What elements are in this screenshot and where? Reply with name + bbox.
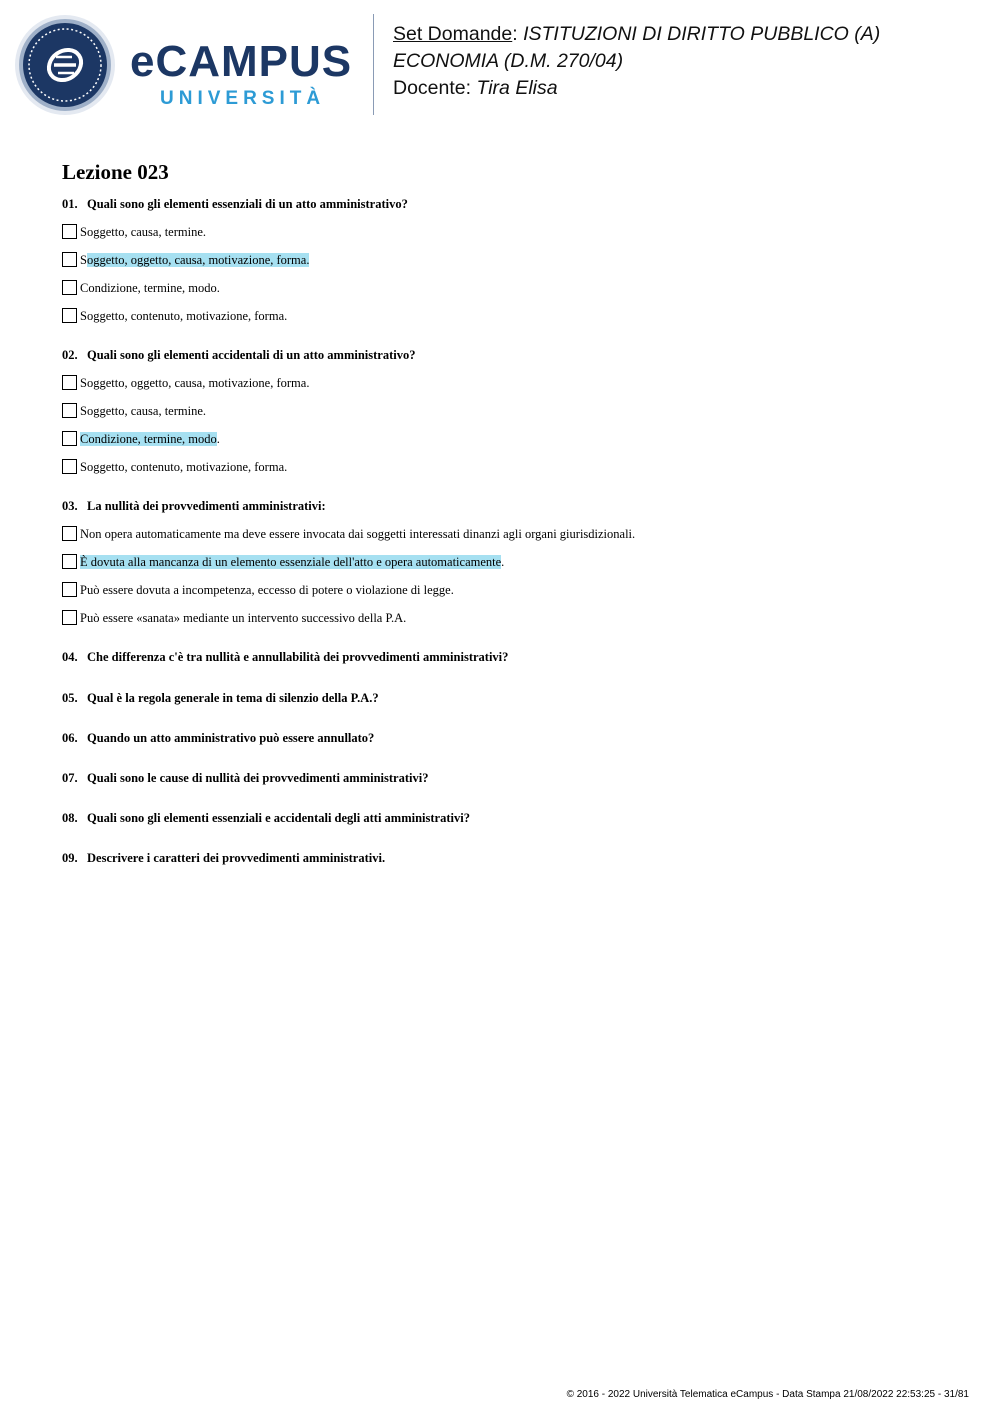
- option-text: Non opera automaticamente ma deve essere invocata dai soggetti interessati dinanzi agli organi giurisdizionali.: [80, 527, 636, 541]
- option-item[interactable]: [62, 431, 220, 447]
- option-text: Condizione, termine, modo.: [80, 281, 220, 295]
- question-number: 06.: [62, 731, 78, 745]
- question-text: Descrivere i caratteri dei provvedimenti amministrativi.: [87, 851, 386, 865]
- option-item[interactable]: [62, 252, 309, 268]
- lesson-title: Lezione 023: [62, 160, 169, 184]
- question-02: [62, 348, 415, 363]
- question-text: Qual è la regola generale in tema di silenzio della P.A.?: [87, 691, 379, 705]
- checkbox[interactable]: [62, 554, 77, 569]
- question-06: [62, 731, 374, 746]
- option-text: Soggetto, oggetto, causa, motivazione, forma.: [80, 376, 310, 390]
- checkbox[interactable]: [62, 375, 77, 390]
- option-text: .: [501, 555, 505, 569]
- question-text: Che differenza c'è tra nullità e annullabilità dei provvedimenti amministrativi?: [87, 650, 509, 664]
- option-text: S: [80, 253, 87, 267]
- course-title: ISTITUZIONI DI DIRITTO PUBBLICO (A): [523, 23, 881, 45]
- option-item[interactable]: [62, 554, 504, 570]
- option-item[interactable]: [62, 459, 287, 475]
- teacher-line: Docente: Tira Elisa: [393, 77, 558, 99]
- option-item[interactable]: [62, 403, 206, 419]
- set-line: Set Domande: ISTITUZIONI DI DIRITTO PUBBLICO (A): [393, 23, 881, 45]
- question-number: 07.: [62, 771, 78, 785]
- option-text: Soggetto, causa, termine.: [80, 225, 207, 239]
- question-07: [62, 771, 428, 786]
- checkbox[interactable]: [62, 582, 77, 597]
- option-highlighted-text: È dovuta alla mancanza di un elemento essenziale dell'atto e opera automaticamente: [80, 555, 502, 569]
- set-label: Set Domande: [393, 23, 513, 45]
- question-05: [62, 691, 379, 706]
- question-01: [62, 197, 408, 212]
- option-item[interactable]: [62, 610, 406, 626]
- question-number: 01.: [62, 197, 78, 211]
- checkbox[interactable]: [62, 280, 77, 295]
- option-text: .: [216, 432, 220, 446]
- page-footer: © 2016 - 2022 Università Telematica eCampus - Data Stampa 21/08/2022 22:53:25 - 31/81: [566, 1389, 969, 1400]
- checkbox[interactable]: [62, 431, 77, 446]
- question-text: Quali sono le cause di nullità dei provvedimenti amministrativi?: [87, 771, 429, 785]
- question-number: 04.: [62, 650, 78, 664]
- option-highlighted-text: Condizione, termine, modo: [80, 432, 217, 446]
- checkbox[interactable]: [62, 459, 77, 474]
- logo-ecampus-text: eCAMPUS: [130, 37, 353, 86]
- course-subtitle: ECONOMIA (D.M. 270/04): [393, 50, 624, 72]
- question-number: 03.: [62, 499, 78, 513]
- option-highlighted-text: oggetto, oggetto, causa, motivazione, forma.: [86, 253, 310, 267]
- option-text: Soggetto, causa, termine.: [80, 404, 207, 418]
- option-text: Può essere «sanata» mediante un intervento successivo della P.A.: [80, 611, 407, 625]
- option-item[interactable]: [62, 582, 454, 598]
- checkbox[interactable]: [62, 252, 77, 267]
- option-item[interactable]: [62, 526, 635, 542]
- header-divider: [373, 14, 374, 115]
- question-03: [62, 499, 326, 514]
- question-text: Quali sono gli elementi accidentali di un atto amministrativo?: [87, 348, 416, 362]
- ecampus-wordmark: [130, 37, 353, 110]
- question-09: [62, 851, 385, 866]
- option-text: Soggetto, contenuto, motivazione, forma.: [80, 309, 288, 323]
- question-number: 09.: [62, 851, 78, 865]
- question-number: 08.: [62, 811, 78, 825]
- option-item[interactable]: [62, 308, 287, 324]
- checkbox[interactable]: [62, 526, 77, 541]
- teacher-name: Tira Elisa: [476, 77, 558, 99]
- option-text: Soggetto, contenuto, motivazione, forma.: [80, 460, 288, 474]
- option-item[interactable]: [62, 224, 206, 240]
- option-item[interactable]: [62, 280, 220, 296]
- checkbox[interactable]: [62, 224, 77, 239]
- header-info: [393, 21, 880, 102]
- question-text: Quali sono gli elementi essenziali e accidentali degli atti amministrativi?: [87, 811, 470, 825]
- ecampus-seal-logo: [14, 14, 116, 116]
- question-text: Quali sono gli elementi essenziali di un atto amministrativo?: [87, 197, 408, 211]
- checkbox[interactable]: [62, 308, 77, 323]
- question-text: La nullità dei provvedimenti amministrativi:: [87, 499, 326, 513]
- question-08: [62, 811, 470, 826]
- logo-universita-text: UNIVERSITÀ: [160, 88, 326, 109]
- question-number: 02.: [62, 348, 78, 362]
- question-number: 05.: [62, 691, 78, 705]
- question-04: [62, 650, 508, 665]
- option-text: Può essere dovuta a incompetenza, eccesso di potere o violazione di legge.: [80, 583, 454, 597]
- checkbox[interactable]: [62, 610, 77, 625]
- teacher-label: Docente: [393, 77, 466, 99]
- option-item[interactable]: [62, 375, 309, 391]
- checkbox[interactable]: [62, 403, 77, 418]
- question-text: Quando un atto amministrativo può essere annullato?: [87, 731, 375, 745]
